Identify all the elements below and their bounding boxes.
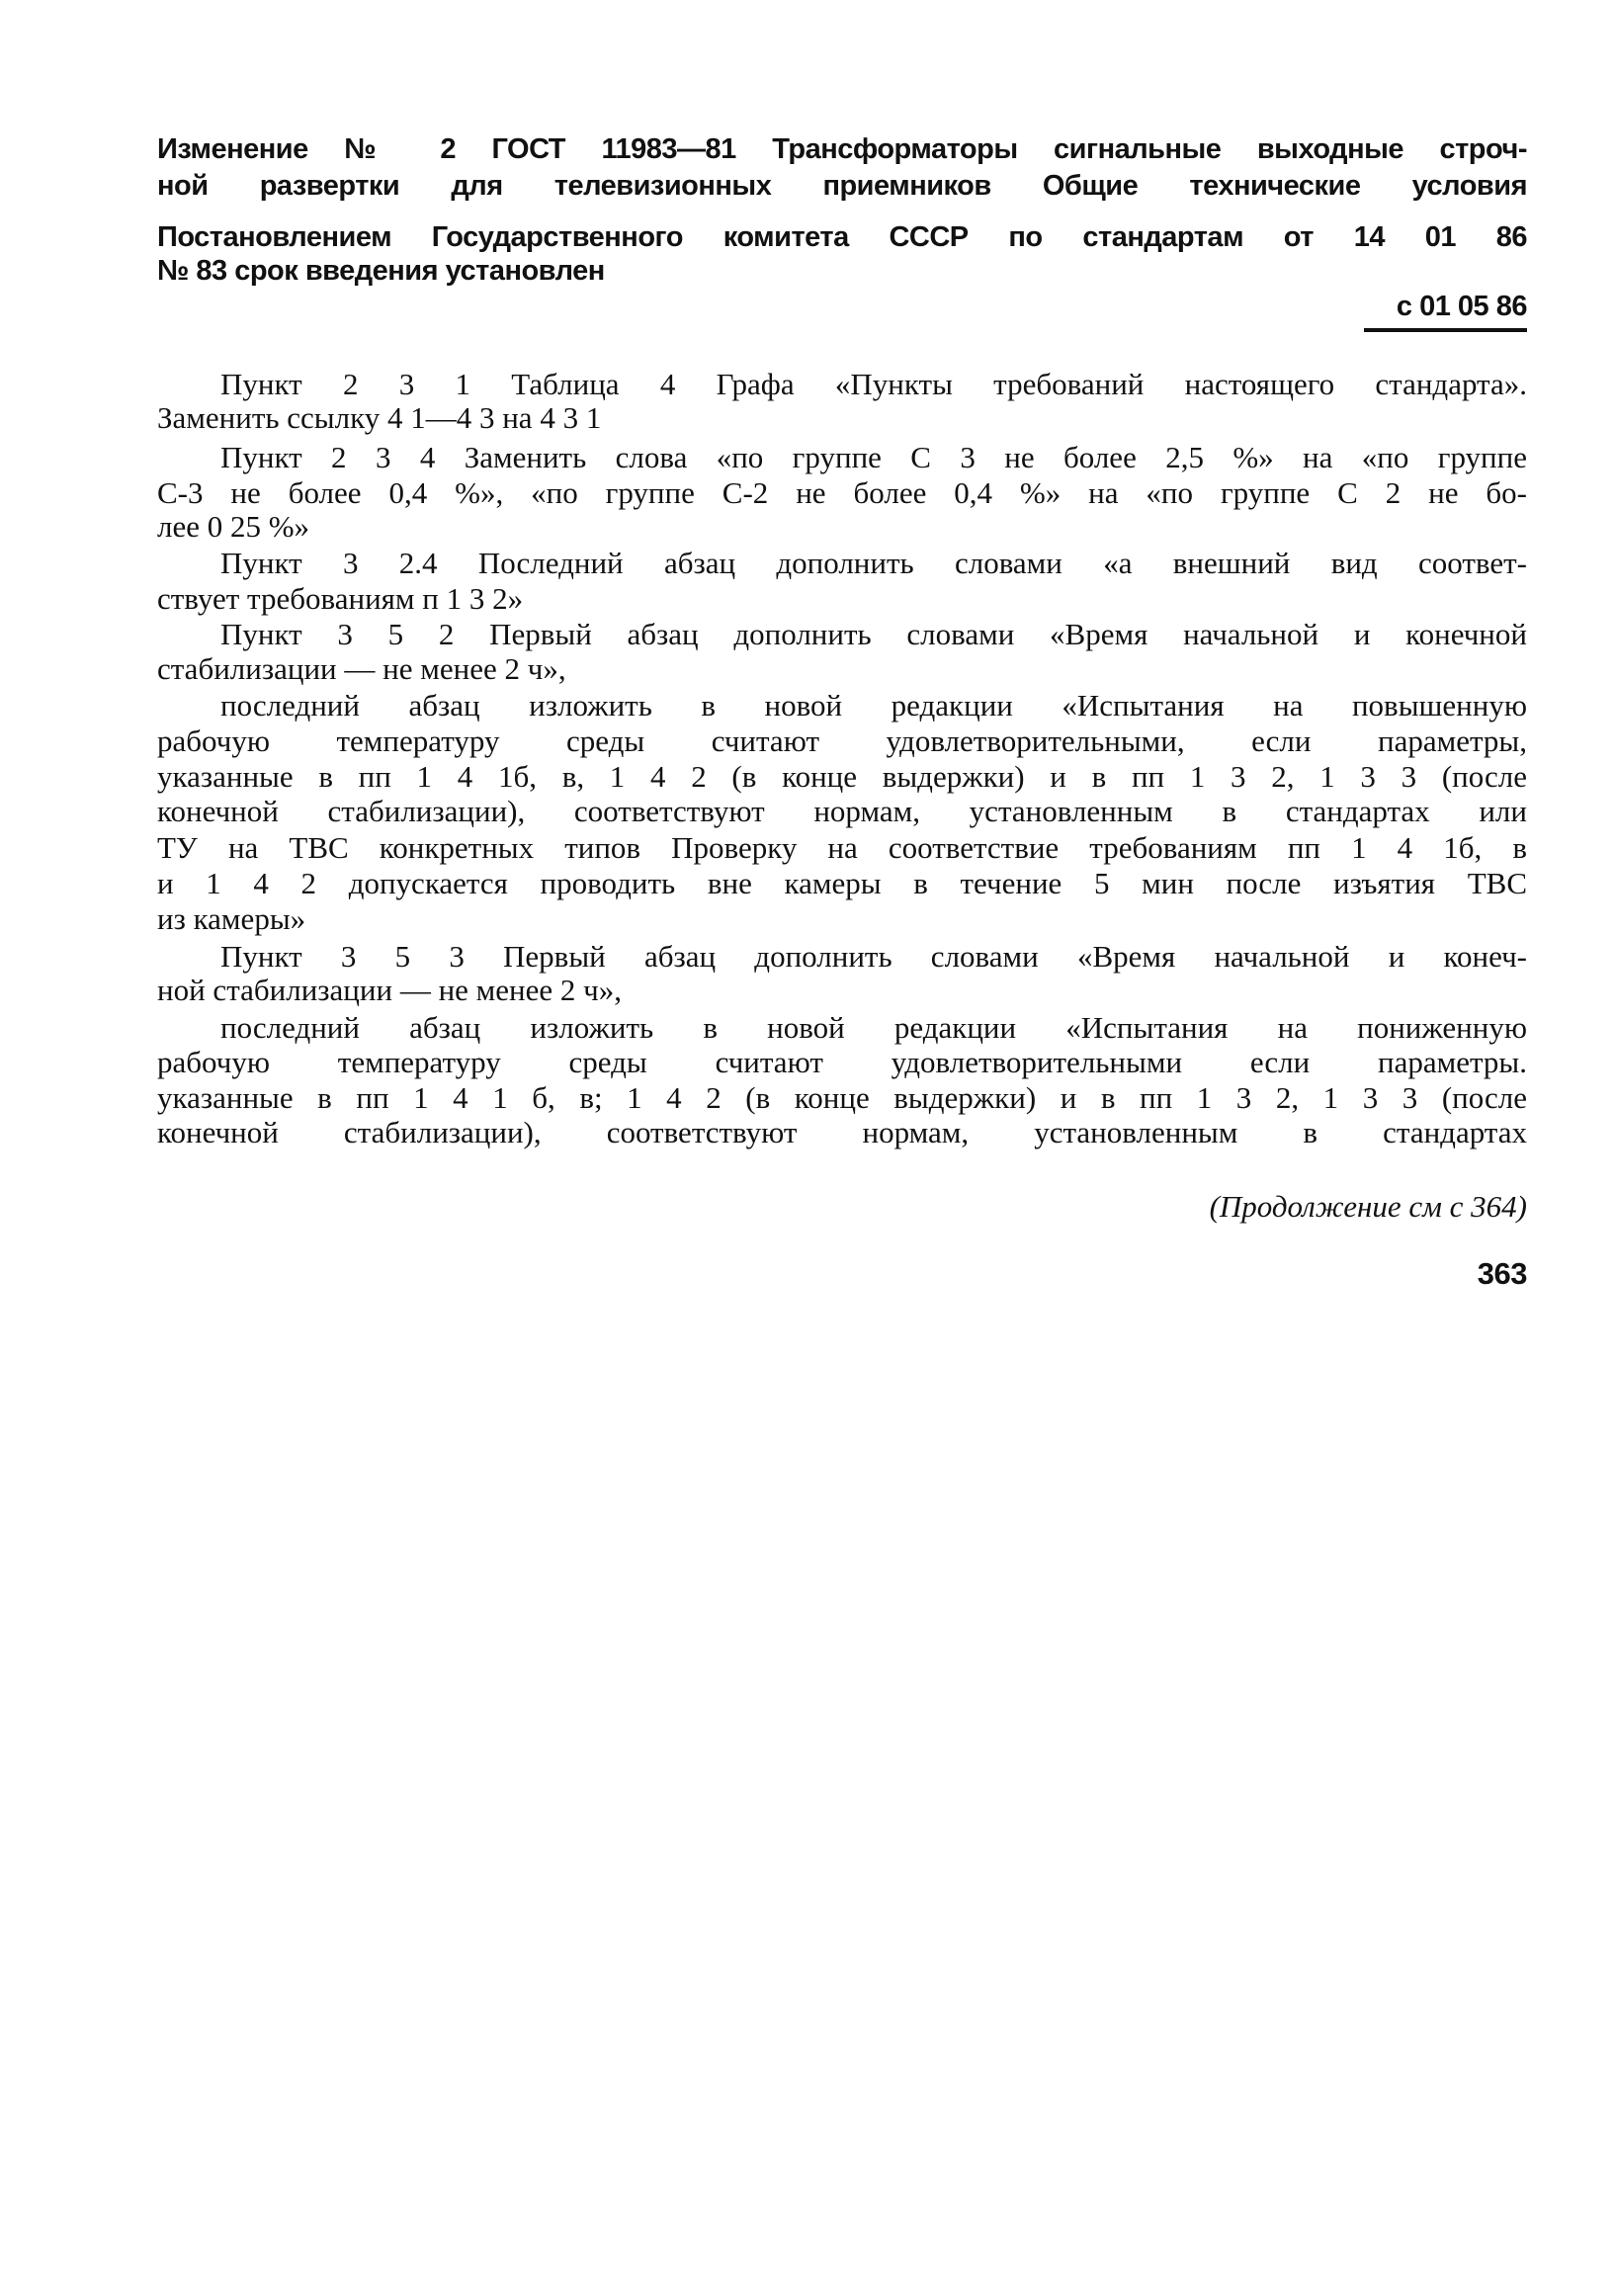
body-line: стабилизации — не менее 2 ч», xyxy=(157,651,566,686)
continuation-note: (Продолжение см с 364) xyxy=(1209,1189,1527,1224)
body-line: Пункт 2 3 1 Таблица 4 Графа «Пункты требований настоящего стандарта». xyxy=(220,367,1527,401)
body-line: Пункт 2 3 4 Заменить слова «по группе С 3 не более 2,5 %» на «по группе xyxy=(220,440,1527,474)
body-line: конечной стабилизации), соответствуют нормам, установленным в стандартах xyxy=(157,1115,1527,1149)
body-line: рабочую температуру среды считают удовлетворительными, если параметры, xyxy=(157,723,1527,758)
body-line: указанные в пп 1 4 1 б, в; 1 4 2 (в конце выдержки) и в пп 1 3 2, 1 3 3 (после xyxy=(157,1080,1527,1115)
body-line: Пункт 3 5 2 Первый абзац дополнить словами «Время начальной и конечной xyxy=(220,617,1527,651)
title-line-1: Изменение № 2 ГОСТ 11983—81 Трансформаторы сигнальные выходные строч- xyxy=(157,133,1527,165)
body-line: последний абзац изложить в новой редакции «Испытания на повышенную xyxy=(220,688,1527,723)
effective-date: с 01 05 86 xyxy=(1396,291,1527,322)
body-line: конечной стабилизации), соответствуют нормам, установленным в стандартах или xyxy=(157,794,1527,828)
decree-line-1: Постановлением Государственного комитета СССР по стандартам от 14 01 86 xyxy=(157,221,1527,253)
body-line: Заменить ссылку 4 1—4 3 на 4 3 1 xyxy=(157,400,602,435)
body-line: Пункт 3 5 3 Первый абзац дополнить словами «Время начальной и конеч- xyxy=(220,939,1527,974)
body-line: Пункт 3 2.4 Последний абзац дополнить словами «а внешний вид соответ- xyxy=(220,546,1527,580)
date-underline xyxy=(1364,328,1527,332)
body-line: из камеры» xyxy=(157,901,306,936)
decree-line-2: № 83 срок введения установлен xyxy=(157,255,605,287)
body-line: рабочую температуру среды считают удовлетворительными если параметры. xyxy=(157,1045,1527,1079)
body-line: указанные в пп 1 4 1б, в, 1 4 2 (в конце выдержки) и в пп 1 3 2, 1 3 3 (после xyxy=(157,759,1527,794)
page-number: 363 xyxy=(1477,1256,1527,1291)
body-line: ствует требованиям п 1 3 2» xyxy=(157,581,524,616)
body-line: ной стабилизации — не менее 2 ч», xyxy=(157,973,622,1007)
body-line: и 1 4 2 допускается проводить вне камеры в течение 5 мин после изъятия ТВС xyxy=(157,866,1527,900)
body-line: последний абзац изложить в новой редакции «Испытания на пониженную xyxy=(220,1010,1527,1045)
body-line: С-3 не более 0,4 %», «по группе С-2 не более 0,4 %» на «по группе С 2 не бо- xyxy=(157,475,1527,510)
body-line: ТУ на ТВС конкретных типов Проверку на соответствие требованиям пп 1 4 1б, в xyxy=(157,830,1527,865)
title-line-2: ной развертки для телевизионных приемников Общие технические условия xyxy=(157,170,1527,202)
body-line: лее 0 25 %» xyxy=(157,509,310,544)
